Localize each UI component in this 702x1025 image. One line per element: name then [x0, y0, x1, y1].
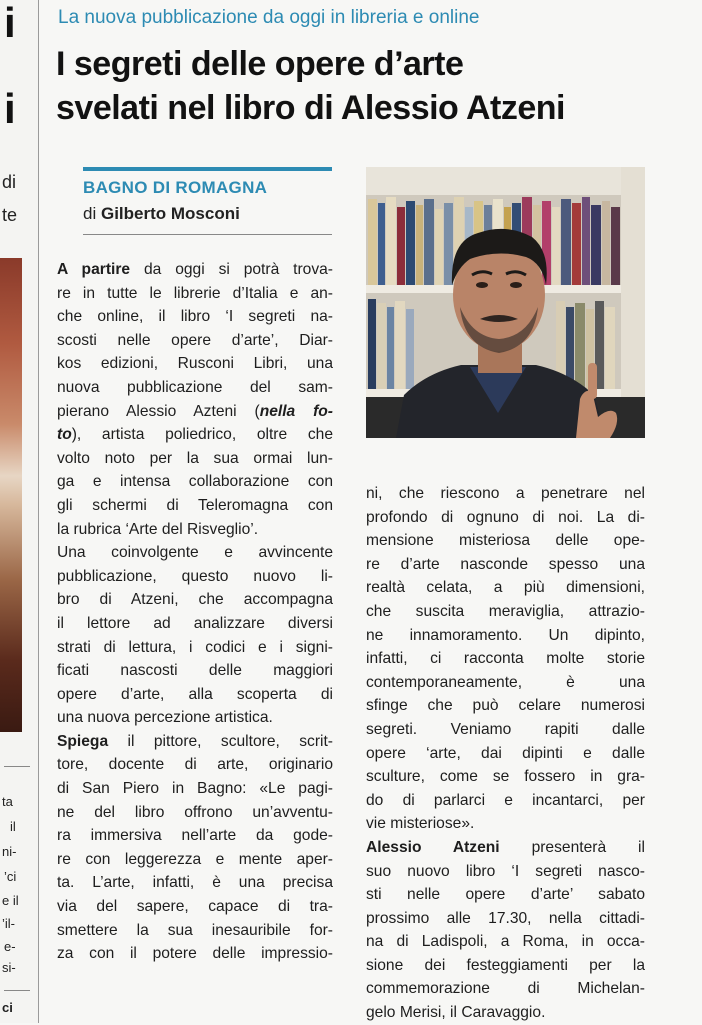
body-text: ni, che riescono a penetrare nel: [366, 485, 645, 502]
body-text-line: [366, 1001, 645, 1025]
body-text-line: [366, 907, 645, 931]
article-headline: [56, 42, 696, 130]
adjacent-text-fragment: ’ci: [4, 869, 17, 884]
lead-in-bold: Spiega: [57, 732, 109, 750]
body-text-line: [57, 895, 333, 919]
body-text: ta. L’arte, infatti, è una precisa: [57, 874, 333, 892]
body-text: realtà celata, a più dimensioni,: [366, 579, 645, 597]
body-text: ra immersiva nell’arte da gode-: [57, 827, 333, 845]
body-text: ne del libro offrono un’avventu-: [57, 803, 333, 821]
lead-in-bold: A partire: [57, 261, 131, 278]
body-text: commemorazione di Michelan-: [366, 980, 645, 998]
body-text-line: [366, 482, 645, 506]
body-text: ga e intensa collaborazione con: [57, 473, 333, 491]
body-text-line: [57, 871, 333, 895]
article-kicker: La nuova pubblicazione da oggi in libreria e online: [58, 7, 480, 28]
body-text: la rubrica ‘Arte del Risveglio’.: [57, 520, 259, 538]
body-text: una nuova percezione artistica.: [57, 709, 273, 727]
body-text: scosti nelle opere d’arte’, Diar-: [57, 331, 333, 349]
body-text: gli schermi di Teleromagna con: [57, 496, 333, 514]
body-text-line: [366, 600, 645, 624]
body-text-line: [57, 777, 333, 801]
body-text-line: [57, 942, 333, 966]
body-text: segreti. Veniamo rapiti dalle: [366, 720, 645, 738]
body-text: re d’arte nasconde spesso una: [366, 555, 645, 573]
body-text: sti nelle opere d’arte’ sabato: [366, 886, 645, 904]
body-text-line: [57, 305, 333, 329]
body-text: mensione misteriosa delle ope-: [366, 532, 645, 550]
body-text-line: [366, 789, 645, 813]
body-text: bro di Atzeni, che accompagna: [57, 591, 333, 609]
body-text-line: [366, 977, 645, 1001]
body-text: Una coinvolgente e avvincente: [57, 544, 333, 562]
photo-reference: to: [57, 426, 72, 444]
body-text: opere ‘arte, dai dipinti e dalle: [366, 744, 645, 762]
body-text: da oggi si potrà trova-: [130, 261, 333, 278]
body-text: sculture, come se fossero in gra-: [366, 768, 645, 786]
adjacent-text-fragment: ’il-: [2, 916, 15, 931]
body-text-line: [57, 730, 333, 754]
body-column-2: [366, 482, 645, 1025]
body-text: infatti, ci racconta molte storie: [366, 650, 645, 668]
body-text-line: [57, 659, 333, 683]
body-text-line: [366, 860, 645, 884]
body-text: smettere la sua inesauribile for-: [57, 921, 333, 939]
body-text: contemporaneamente, è una: [366, 673, 645, 691]
byline-author: Gilberto Mosconi: [100, 204, 240, 223]
adjacent-headline-letter: i: [4, 0, 16, 46]
body-text-line: [366, 624, 645, 648]
body-text: do di parlarci e incantarci, per: [366, 791, 645, 809]
lead-in-bold: Alessio Atzeni: [366, 838, 500, 856]
body-text: suo nuovo libro ‘I segreti nasco-: [366, 862, 645, 880]
body-text-line: [57, 683, 333, 707]
adjacent-text-fragment: ci: [2, 1000, 13, 1015]
body-text: volto noto per la sua ormai lun-: [57, 449, 333, 467]
body-text-line: [57, 612, 333, 636]
body-text-line: [57, 376, 333, 400]
body-text: il pittore, scultore, scrit-: [108, 732, 333, 750]
body-text-line: [57, 518, 333, 542]
body-text: che suscita meraviglia, attrazio-: [366, 602, 645, 620]
body-text-line: [366, 694, 645, 718]
body-text-line: [57, 565, 333, 589]
body-text: za con il potere delle impressio-: [57, 945, 333, 963]
adjacent-text-fragment: ta: [2, 794, 13, 809]
body-text-line: [57, 848, 333, 872]
adjacent-text-fragment: e-: [4, 939, 16, 954]
body-column-1: [57, 258, 333, 966]
body-text-line: [366, 930, 645, 954]
body-text: vie misteriose».: [366, 815, 475, 833]
adjacent-headline-letter: i: [4, 85, 16, 132]
body-text-line: [366, 718, 645, 742]
body-text-line: [57, 329, 333, 353]
body-text: pierano Alessio Azteni (: [57, 402, 260, 420]
body-text: na di Ladispoli, a Roma, in occa-: [366, 933, 645, 951]
headline-line: I segreti delle opere d’arte: [56, 45, 464, 83]
headline-line: svelati nel libro di Alessio Atzeni: [56, 89, 566, 127]
section-label: BAGNO DI ROMAGNA: [83, 178, 268, 197]
body-text: ne innamoramento. Un dipinto,: [366, 626, 645, 644]
body-text: ), artista poliedrico, oltre che: [71, 426, 333, 444]
body-text-line: [57, 470, 333, 494]
adjacent-text-fragment: ni-: [2, 844, 17, 859]
body-text: presenterà il: [499, 838, 645, 856]
adjacent-rule: [4, 766, 30, 767]
body-text: nuova pubblicazione del sam-: [57, 378, 333, 396]
body-text: profondo di ognuno di noi. La di-: [366, 508, 645, 526]
body-text-line: [57, 258, 333, 282]
byline-prefix: di: [83, 204, 97, 223]
adjacent-text-fragment: te: [2, 205, 18, 225]
body-text-line: [366, 812, 645, 836]
body-text-line: [57, 494, 333, 518]
byline-rule: [83, 234, 332, 235]
body-text-line: [366, 506, 645, 530]
author-photo: [366, 167, 645, 438]
body-text: kos edizioni, Rusconi Libri, una: [57, 355, 333, 373]
section-rule: [83, 167, 332, 171]
body-text-line: [57, 636, 333, 660]
body-text-line: [57, 447, 333, 471]
body-text-line: [366, 742, 645, 766]
body-text: gelo Merisi, il Caravaggio.: [366, 1004, 546, 1022]
body-text-line: [57, 423, 333, 447]
body-text: prossimo alle 17.30, nella cittadi-: [366, 909, 645, 927]
adjacent-photo-edge: [0, 258, 22, 732]
body-text: che online, il libro ‘I segreti na-: [57, 308, 333, 326]
body-text-line: [366, 765, 645, 789]
body-text: opere d’arte, alla scoperta di: [57, 685, 333, 703]
adjacent-text-fragment: di: [2, 172, 17, 192]
body-text-line: [57, 801, 333, 825]
body-text: di San Piero in Bagno: «Le pagi-: [57, 780, 333, 798]
body-text-line: [366, 671, 645, 695]
body-text: via del sapere, capace di tra-: [57, 898, 333, 916]
body-text-line: [57, 282, 333, 306]
body-text-line: [366, 836, 645, 860]
body-text: re con leggerezza e mente aper-: [57, 850, 333, 868]
body-text: re in tutte le librerie d’Italia e an-: [57, 284, 333, 302]
body-text: il lettore ad analizzare diversi: [57, 614, 333, 632]
body-text-line: [57, 541, 333, 565]
adjacent-text-fragment: il: [10, 819, 16, 834]
body-text-line: [57, 919, 333, 943]
photo-reference: nella fo-: [259, 402, 333, 420]
adjacent-text-fragment: e il: [2, 893, 19, 908]
body-text-line: [366, 529, 645, 553]
byline: [83, 204, 240, 224]
column-divider: [38, 0, 39, 1023]
body-text: strati di lettura, i codici e i signi-: [57, 638, 333, 656]
body-text-line: [366, 883, 645, 907]
body-text: pubblicazione, questo nuovo li-: [57, 567, 333, 585]
body-text-line: [366, 647, 645, 671]
body-text-line: [57, 400, 333, 424]
adjacent-text-fragment: si-: [2, 960, 16, 975]
body-text: sfinge che può celare numerosi: [366, 697, 645, 715]
body-text-line: [57, 352, 333, 376]
body-text: tore, docente di arte, originario: [57, 756, 333, 774]
body-text-line: [366, 954, 645, 978]
adjacent-rule: [4, 990, 30, 991]
body-text: sione dei festeggiamenti per la: [366, 956, 645, 974]
body-text-line: [57, 753, 333, 777]
body-text-line: [57, 588, 333, 612]
body-text: ficati nascosti delle maggiori: [57, 662, 333, 680]
body-text-line: [366, 576, 645, 600]
adjacent-page-strip: [0, 0, 38, 1023]
body-text-line: [366, 553, 645, 577]
body-text-line: [57, 706, 333, 730]
body-text-line: [57, 824, 333, 848]
